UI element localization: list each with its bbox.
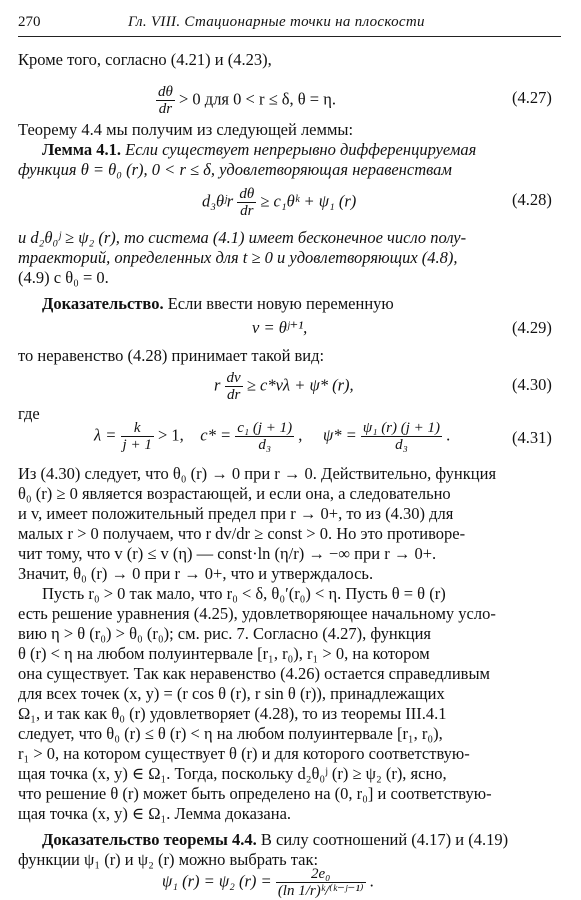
fraction: $\frac{dv}{dr}$: [226, 370, 241, 403]
text-line: есть решение уравнения (4.25), удовлетворяющее начальному усло-: [18, 604, 496, 623]
lemma-line: Лемма 4.1. Если существует непрерывно дифференцируемая: [42, 140, 477, 159]
equation-number: (4.28): [512, 190, 552, 209]
equation-4-27: $\frac{d\theta}{dr}$ > 0 для 0 < r ≤ δ, θ = η.: [158, 84, 336, 117]
text-line: траекторий, определенных для t ≥ 0 и удовлетворяющих (4.8),: [18, 248, 458, 267]
page-number: 270: [18, 14, 41, 30]
fraction: $\frac{\text{ψ₁ (r) (j + 1)}}{\text{d₃}}$: [362, 420, 441, 453]
text-line: вию η > θ (r₀) > θ₀ (r₀); см. рис. 7. Согласно (4.27), функция: [18, 624, 431, 643]
equation-4-29: v = θʲ⁺¹,: [252, 318, 308, 337]
text-line: малых r > 0 получаем, что r dv/dr ≥ const > 0. Но это противоре-: [18, 524, 466, 543]
fraction: $\frac{\text{2e₀}}{\text{(ln 1/r)ᵏ/⁽ᵏ⁻ʲ⁻¹⁾}}$: [277, 866, 364, 899]
final-equation: ψ₁ (r) = ψ₂ (r) = $\frac{\text{2e₀}}{\text{(ln 1/r)ᵏ/⁽ᵏ⁻ʲ⁻¹⁾}}$ .: [162, 866, 374, 899]
fraction: $\frac{k}{j + 1}$: [122, 420, 152, 453]
text-line: (4.9) с θ₀ = 0.: [18, 268, 109, 287]
text-line: то неравенство (4.28) принимает такой вид:: [18, 346, 325, 365]
equation-4-28: d₃θʲr $\frac{d\theta}{dr}$ ≥ c₁θᵏ + ψ₁ (r): [202, 186, 357, 219]
text-line: θ (r) < η на любом полуинтервале [r₁, r₀), r₁ > 0, на котором: [18, 644, 430, 663]
header-rule: [18, 36, 561, 37]
text-line: для всех точек (x, y) = (r cos θ (r), r sin θ (r)), принадлежащих: [18, 684, 445, 703]
fraction: $\frac{\text{c₁ (j + 1)}}{\text{d₃}}$: [237, 420, 293, 453]
text-line: Ω₁, и так как θ₀ (r) удовлетворяет (4.28), то из теоремы III.4.1: [18, 704, 447, 723]
running-title: Гл. VIII. Стационарные точки на плоскости: [128, 14, 425, 30]
text-line: щая точка (x, y) ∈ Ω₁. Тогда, поскольку d₂θ₀ʲ (r) ≥ ψ₂ (r), ясно,: [18, 764, 447, 783]
text-line: Кроме того, согласно (4.21) и (4.23),: [18, 50, 272, 69]
text-line: функция θ = θ₀ (r), 0 < r ≤ δ, удовлетворяющая неравенствам: [18, 160, 452, 179]
text-line: где: [18, 404, 40, 423]
text-line: чит тому, что v (r) ≤ v (η) — const·ln (η/r) → −∞ при r → 0+.: [18, 544, 437, 563]
equation-number: (4.31): [512, 428, 552, 447]
text-line: и v, имеет положительный предел при r → 0+, то из (4.30) для: [18, 504, 454, 523]
equation-number: (4.30): [512, 375, 552, 394]
text-line: Из (4.30) следует, что θ₀ (r) → 0 при r → 0. Действительно, функция: [18, 464, 497, 483]
text-line: функции ψ₁ (r) и ψ₂ (r) можно выбрать так:: [18, 850, 319, 869]
fraction: $\frac{d\theta}{dr}$: [158, 84, 173, 117]
text-line: она существует. Так как неравенство (4.26) остается справедливым: [18, 664, 490, 683]
equation-4-30: r $\frac{dv}{dr}$ ≥ c*vλ + ψ* (r),: [214, 370, 354, 403]
text-line: Теорему 4.4 мы получим из следующей леммы:: [18, 120, 354, 139]
equation-number: (4.27): [512, 88, 552, 107]
text-line: Пусть r₀ > 0 так мало, что r₀ < δ, θ₀′(r₀) < η. Пусть θ = θ (r): [42, 584, 446, 603]
proof-line: Доказательство. Если ввести новую переменную: [42, 294, 394, 313]
proof-line: Доказательство теоремы 4.4. В силу соотношений (4.17) и (4.19): [42, 830, 509, 849]
fraction: $\frac{d\theta}{dr}$: [239, 186, 255, 219]
text-line: r₁ > 0, на котором существует θ (r) и для которого соответствую-: [18, 744, 470, 763]
text-line: θ₀ (r) ≥ 0 является возрастающей, и если она, а следовательно: [18, 484, 451, 503]
text-line: и d₂θ₀ʲ ≥ ψ₂ (r), то система (4.1) имеет бесконечное число полу-: [18, 228, 467, 247]
equation-number: (4.29): [512, 318, 552, 337]
text-line: Значит, θ₀ (r) → 0 при r → 0+, что и утверждалось.: [18, 564, 374, 583]
text-line: что решение θ (r) может быть определено на (0, r₀] и соответствую-: [18, 784, 492, 803]
equation-4-31: λ = $\frac{k}{j + 1}$ > 1, c* = $\frac{\text{c₁ (j + 1)}}{\text{d₃}}$ , ψ* = $\frac{\text{ψ₁ (r) (j + 1)}}{\text{d₃}}$ .: [94, 420, 451, 453]
text-line: щая точка (x, y) ∈ Ω₁. Лемма доказана.: [18, 804, 292, 823]
text-line: следует, что θ₀ (r) ≤ θ (r) < η на любом полуинтервале [r₁, r₀),: [18, 724, 443, 743]
